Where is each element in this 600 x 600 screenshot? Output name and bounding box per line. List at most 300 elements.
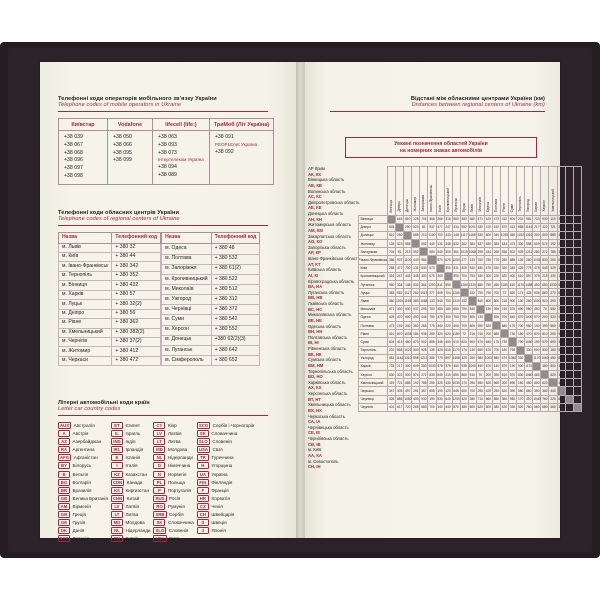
distance-cell: 1250 xyxy=(452,256,460,264)
distance-cell: 1211 xyxy=(525,248,533,256)
plate-region: Волинська область xyxy=(308,188,346,194)
distance-cell: 443 xyxy=(444,231,452,239)
regional-title-en: Telephone codes of regional centers of Ukraine xyxy=(58,216,180,222)
phone-code: + 380 37(2) xyxy=(112,337,161,346)
distance-cell: 960 xyxy=(452,215,460,223)
distance-cell xyxy=(404,231,412,239)
city-name: м. Черкаси xyxy=(59,356,112,365)
distance-cell: 645 xyxy=(388,223,396,231)
plates-legend-box xyxy=(345,137,537,158)
matrix-column-header: Чернігів xyxy=(573,167,581,216)
distance-cell: 984 xyxy=(428,248,436,256)
country-name: Нідерланди xyxy=(167,455,193,461)
car-code-column xyxy=(153,422,193,542)
distance-cell: 350 xyxy=(565,330,573,338)
distance-cell: 383 xyxy=(468,240,476,248)
table-row xyxy=(359,395,582,403)
distance-cell: 820 xyxy=(509,289,517,297)
car-code-row xyxy=(58,479,108,486)
distance-cell: 860 xyxy=(541,289,549,297)
distance-cell: 478 xyxy=(436,362,444,370)
matrix-column-header: Луцьк xyxy=(460,167,468,216)
distance-cell: 780 xyxy=(428,313,436,321)
distance-cell: 645 xyxy=(396,215,404,223)
country-name: Словаччина xyxy=(167,520,194,526)
matrix-row-header: Івано-Франківськ xyxy=(359,256,388,264)
city-name: м. Київ xyxy=(59,253,112,262)
country-code-badge: LT xyxy=(111,511,123,518)
distance-cell: 401 xyxy=(573,215,581,223)
table-row xyxy=(162,274,260,284)
cars-title-uk: Літерні автомобільні коди країн xyxy=(58,400,150,406)
distance-cell: 650 xyxy=(541,281,549,289)
distance-cell: 305 xyxy=(557,223,565,231)
distance-cell: 1200 xyxy=(565,281,573,289)
distance-cell: 170 xyxy=(517,395,525,403)
table-row xyxy=(359,256,582,264)
country-name: Норвегія xyxy=(167,471,187,477)
distance-cell: 345 xyxy=(436,338,444,346)
distance-cell: 1030 xyxy=(549,281,557,289)
distance-cell: 1068 xyxy=(468,248,476,256)
distance-cell: 300 xyxy=(533,231,541,239)
country-name: Японія xyxy=(211,528,226,534)
distance-cell: 322 xyxy=(396,371,404,379)
table-row xyxy=(359,223,582,231)
distance-cell: 775 xyxy=(436,354,444,362)
city-name: м. Суми xyxy=(162,315,211,325)
car-code-row xyxy=(153,446,193,453)
city-name: м. Вінниця xyxy=(59,281,112,290)
distance-cell: 119 xyxy=(388,379,396,387)
distance-cell: 190 xyxy=(557,264,565,272)
plate-code: СН, ІН xyxy=(308,464,321,470)
distance-cell: 250 xyxy=(404,223,412,231)
car-code-row xyxy=(111,446,151,453)
distance-cell: 690 xyxy=(476,346,484,354)
distance-cell: 617 xyxy=(396,403,404,411)
country-name: Португалія xyxy=(167,487,192,493)
car-code-row xyxy=(153,487,193,494)
distance-cell: 885 xyxy=(404,379,412,387)
matrix-row-header: Черкаси xyxy=(359,387,388,395)
car-code-row xyxy=(197,519,254,526)
distance-cell: 680 xyxy=(476,281,484,289)
car-code-column xyxy=(58,422,108,542)
table-row xyxy=(59,243,161,252)
distance-cell: 790 xyxy=(460,305,468,313)
distance-cell: 160 xyxy=(549,346,557,354)
distance-cell: 473 xyxy=(509,240,517,248)
distance-cell xyxy=(484,313,492,321)
matrix-column-header: Київ xyxy=(436,167,444,216)
plate-code: АА, КА xyxy=(308,452,322,458)
distance-cell: 885 xyxy=(428,338,436,346)
distance-cell: 930 xyxy=(420,395,428,403)
distance-cell xyxy=(428,256,436,264)
distance-cell: 870 xyxy=(452,403,460,411)
distance-cell: 390 xyxy=(557,338,565,346)
car-code-row xyxy=(58,535,108,542)
plate-code: АС, КС xyxy=(308,194,322,200)
distance-cell: 780 xyxy=(484,256,492,264)
distance-cell: 460 xyxy=(404,338,412,346)
distance-cell: 800 xyxy=(549,362,557,370)
distance-cell: 280 xyxy=(500,256,508,264)
table-row xyxy=(59,356,161,365)
distance-cell: 600 xyxy=(460,387,468,395)
table-row xyxy=(162,305,260,315)
distance-cell: 680 xyxy=(492,330,500,338)
plate-region: Вінницька область xyxy=(308,177,345,183)
country-code-badge: GE xyxy=(58,519,70,526)
distance-cell: 480 xyxy=(573,321,581,329)
car-code-row xyxy=(197,422,254,429)
car-code-row xyxy=(197,503,254,510)
matrix-row-header: Київ xyxy=(359,264,388,272)
distance-cell: 790 xyxy=(509,346,517,354)
distance-cell: 610 xyxy=(509,281,517,289)
plates-legend-line1: Умовні позначення областей України xyxy=(394,141,488,147)
distance-cell: 265 xyxy=(573,240,581,248)
distance-cell: 420 xyxy=(565,289,573,297)
distance-cell: 690 xyxy=(517,305,525,313)
open-book-spread xyxy=(40,62,580,542)
distance-cell: 733 xyxy=(533,215,541,223)
country-code-badge: H xyxy=(197,462,209,469)
matrix-column-header: Рівне xyxy=(500,167,508,216)
city-name: м. Полтава xyxy=(162,254,211,264)
distance-cell: 870 xyxy=(396,330,404,338)
operator-codes xyxy=(153,131,209,183)
distance-cell: 1050 xyxy=(565,231,573,239)
plate-region: Львівська область xyxy=(308,301,344,306)
distance-cell: 470 xyxy=(500,354,508,362)
distance-cell: 800 xyxy=(468,313,476,321)
operator-code: +38 094 xyxy=(158,164,177,171)
operator-code: +38 063 xyxy=(158,133,177,140)
distance-cell: 580 xyxy=(517,387,525,395)
distance-cell: 850 xyxy=(565,321,573,329)
distance-cell: 400 xyxy=(565,240,573,248)
country-name: Молдова xyxy=(125,520,145,526)
distance-cell: 140 xyxy=(533,321,541,329)
matrix-row-header: Львів xyxy=(359,297,388,305)
distance-cell: 131 xyxy=(436,240,444,248)
distance-cell: 473 xyxy=(388,321,396,329)
distance-cell: 1170 xyxy=(533,354,541,362)
country-code-badge: KZ xyxy=(111,471,123,478)
distance-cell: 135 xyxy=(517,256,525,264)
country-code-badge: IND xyxy=(111,438,123,445)
matrix-corner xyxy=(359,167,388,216)
distance-cell: 700 xyxy=(484,330,492,338)
matrix-row-header: Херсон xyxy=(359,371,388,379)
distance-cell: 300 xyxy=(484,272,492,280)
table-row xyxy=(162,345,260,355)
phone-code: + 380 352 xyxy=(112,271,161,280)
distance-cell: 1100 xyxy=(428,231,436,239)
distance-cell: 937 xyxy=(396,256,404,264)
matrix-row-header: Луганськ xyxy=(359,281,388,289)
distance-cell: 858 xyxy=(396,346,404,354)
matrix-column-header: Запоріжжя xyxy=(420,167,428,216)
distance-cell: 480 xyxy=(533,371,541,379)
distance-cell: 383 xyxy=(412,297,420,305)
distance-cell: 1200 xyxy=(452,395,460,403)
distance-cell: 260 xyxy=(525,297,533,305)
car-code-row xyxy=(111,495,151,502)
plate-code: ВХ, НХ xyxy=(308,407,322,413)
distance-cell: 775 xyxy=(492,256,500,264)
distance-cell: 265 xyxy=(420,321,428,329)
phone-code: + 380 56 xyxy=(112,309,161,318)
distance-cell: 409 xyxy=(460,264,468,272)
distance-cell: 897 xyxy=(525,272,533,280)
distance-cell: 574 xyxy=(541,240,549,248)
distance-cell: 885 xyxy=(565,223,573,231)
country-name: Росія xyxy=(169,495,181,501)
distance-cell: 366 xyxy=(428,215,436,223)
distance-cell: 560 xyxy=(573,362,581,370)
distance-cell: 400 xyxy=(509,272,517,280)
plate-region: Київська область xyxy=(308,267,342,273)
table-row xyxy=(59,290,161,299)
distance-cell: 305 xyxy=(396,387,404,395)
distance-cell: 900 xyxy=(468,338,476,346)
city-name: м. Тернопіль xyxy=(59,271,112,280)
distance-cell: 950 xyxy=(509,395,517,403)
distance-cell: 870 xyxy=(500,223,508,231)
distance-cell: 700 xyxy=(492,346,500,354)
distance-cell: 360 xyxy=(388,297,396,305)
country-code-badge: SK xyxy=(197,430,209,437)
distance-cell: 1040 xyxy=(533,395,541,403)
phone-code: + 380 312 xyxy=(211,295,260,305)
table-row xyxy=(162,325,260,335)
distance-cell: 790 xyxy=(484,289,492,297)
operator-code: +38 089 xyxy=(158,172,177,179)
distance-cell: 604 xyxy=(509,215,517,223)
distance-cell: 980 xyxy=(492,354,500,362)
book-gutter xyxy=(296,62,305,538)
distance-cell: 870 xyxy=(533,330,541,338)
city-name: м. Кропивницький xyxy=(162,274,211,284)
operator-code: +38 068 xyxy=(64,149,83,156)
operator-name: ТриМоб (Літ Україна) xyxy=(210,119,273,131)
country-code-badge: FIN xyxy=(197,479,209,486)
distance-cell: 300 xyxy=(412,346,420,354)
country-name: Іспанія xyxy=(125,455,141,461)
cars-section-title xyxy=(58,400,150,412)
distance-cell: 530 xyxy=(541,215,549,223)
matrix-column-header: Суми xyxy=(509,167,517,216)
distance-cell: 680 xyxy=(452,305,460,313)
plate-code: ВМ, НМ xyxy=(308,362,324,368)
country-code-badge: GR xyxy=(58,511,70,518)
distance-cell: 832 xyxy=(452,240,460,248)
country-code-badge: J xyxy=(197,527,209,534)
country-code-badge: BG xyxy=(58,479,70,486)
city-name: м. Ужгород xyxy=(162,295,211,305)
distance-cell: 277 xyxy=(460,256,468,264)
distance-cell: 750 xyxy=(452,313,460,321)
country-name: Сербія і Чорногорія xyxy=(212,423,255,428)
distance-cell: 980 xyxy=(525,305,533,313)
distance-cell: 340 xyxy=(436,321,444,329)
distance-cell: 811 xyxy=(452,264,460,272)
distance-cell: 131 xyxy=(412,264,420,272)
distance-cell: 530 xyxy=(436,395,444,403)
country-code-badge: AM xyxy=(58,503,70,510)
distance-cell: 650 xyxy=(452,371,460,379)
distance-cell: 530 xyxy=(388,371,396,379)
operator-code: +38 098 xyxy=(64,173,83,180)
distance-cell: 334 xyxy=(452,223,460,231)
distance-cell: 710 xyxy=(565,305,573,313)
distance-cell: 413 xyxy=(396,338,404,346)
operator-name: Київстар xyxy=(59,119,107,131)
distance-cell: 590 xyxy=(452,272,460,280)
matrix-column-header: Луганськ xyxy=(452,167,460,216)
city-name: м. Миколаїв xyxy=(162,285,211,295)
distance-cell: 810 xyxy=(541,330,549,338)
distance-cell xyxy=(517,346,525,354)
plate-region: АР Крим xyxy=(308,166,325,171)
phone-code: + 380 642 xyxy=(211,345,260,355)
divider xyxy=(58,111,268,112)
phone-code: + 380 522 xyxy=(211,274,260,284)
distance-cell: 216 xyxy=(468,330,476,338)
distance-cell: 935 xyxy=(533,289,541,297)
distance-cell: 925 xyxy=(420,346,428,354)
distance-cell: 277 xyxy=(428,289,436,297)
car-code-row xyxy=(153,503,193,510)
table-row xyxy=(359,371,582,379)
matrix-column-header: Житомир xyxy=(412,167,420,216)
phone-code: + 380 412 xyxy=(112,347,161,356)
distance-cell: 570 xyxy=(509,305,517,313)
distance-cell: 800 xyxy=(492,297,500,305)
distance-cell: 470 xyxy=(525,330,533,338)
distance-cell: 832 xyxy=(412,281,420,289)
distance-cell: 810 xyxy=(388,231,396,239)
country-code-badge: LV xyxy=(111,503,123,510)
distance-cell: 130 xyxy=(484,305,492,313)
distance-cell: 1035 xyxy=(404,330,412,338)
phone-code: + 380 57 xyxy=(112,290,161,299)
car-code-row xyxy=(197,527,254,534)
country-name: Казахстан xyxy=(125,471,147,477)
table-row xyxy=(162,295,260,305)
distance-cell: 617 xyxy=(573,223,581,231)
plate-code: АМ, КМ xyxy=(308,227,323,233)
country-code-badge: AFG xyxy=(60,455,70,461)
distance-cell: 330 xyxy=(573,338,581,346)
distance-cell: 570 xyxy=(509,371,517,379)
distance-cell: 800 xyxy=(484,297,492,305)
distance-cell: 128 xyxy=(412,215,420,223)
distance-cell: 360 xyxy=(557,371,565,379)
distance-cell: 316 xyxy=(388,272,396,280)
distance-title-en: Distances between regional centers of Ukraine (km) xyxy=(411,102,545,108)
table-row xyxy=(359,240,582,248)
matrix-column-header: Івано-Франківськ xyxy=(428,167,436,216)
distance-cell: 361 xyxy=(420,281,428,289)
car-code-row xyxy=(197,471,254,478)
car-code-row xyxy=(111,438,151,445)
matrix-column-header: Полтава xyxy=(492,167,500,216)
city-name: м. Запоріжжя xyxy=(162,264,211,274)
distance-cell: 700 xyxy=(557,297,565,305)
distance-matrix xyxy=(358,166,582,412)
distance-cell: 870 xyxy=(573,281,581,289)
distance-cell: 330 xyxy=(517,354,525,362)
distance-cell: 670 xyxy=(517,313,525,321)
distance-cell: 480 xyxy=(541,362,549,370)
distance-cell: 180 xyxy=(517,330,525,338)
car-code-column xyxy=(197,422,254,542)
distance-cell: 420 xyxy=(484,387,492,395)
table-row xyxy=(162,244,260,254)
distance-cell: 72 xyxy=(460,330,468,338)
phone-code: + 380 48 xyxy=(211,244,260,254)
distance-cell: 330 xyxy=(396,305,404,313)
distance-cell xyxy=(557,387,565,395)
distance-cell: 367 xyxy=(420,387,428,395)
distance-cell: 473 xyxy=(492,215,500,223)
matrix-column-header: Ужгород xyxy=(525,167,533,216)
distance-cell: 640 xyxy=(444,395,452,403)
distance-cell: 704 xyxy=(420,215,428,223)
distance-cell: 133 xyxy=(428,297,436,305)
divider xyxy=(330,111,545,112)
operator-code: +38 039 xyxy=(64,133,83,140)
distance-cell: 450 xyxy=(533,281,541,289)
distance-cell: 330 xyxy=(509,403,517,411)
plate-code: ВІ, НІ xyxy=(308,340,319,346)
car-code-row xyxy=(197,454,254,461)
distance-cell: 130 xyxy=(476,313,484,321)
distance-cell: 600 xyxy=(573,313,581,321)
distance-cell: 383 xyxy=(492,240,500,248)
country-name: Литва xyxy=(167,439,181,445)
distance-cell: 430 xyxy=(549,272,557,280)
phone-code: + 380 652 xyxy=(211,356,260,366)
operator-column xyxy=(209,118,274,185)
distance-cell xyxy=(436,264,444,272)
country-code-badge: MD xyxy=(153,446,165,453)
plate-region: Хмельницька область xyxy=(308,402,351,408)
distance-cell: 81 xyxy=(396,248,404,256)
distance-cell: 440 xyxy=(412,256,420,264)
plate-code: ВС, НС xyxy=(308,306,323,312)
country-name: Фінляндія xyxy=(211,479,233,485)
matrix-row-header: Полтава xyxy=(359,321,388,329)
distance-title-uk: Відстані між обласними центрами України (км) xyxy=(410,96,545,102)
distance-cell: 700 xyxy=(573,256,581,264)
distance-cell: 620 xyxy=(549,371,557,379)
distance-cell: 81 xyxy=(420,223,428,231)
distance-cell: 70 xyxy=(476,371,484,379)
city-name: м. Житомир xyxy=(59,347,112,356)
distance-cell: 280 xyxy=(428,354,436,362)
distance-cell: 360 xyxy=(541,387,549,395)
city-name: м. Луцьк xyxy=(59,300,112,309)
operator-name: Vodafone xyxy=(108,119,152,131)
matrix-row-header: Миколаїв xyxy=(359,305,388,313)
city-name: м. Сімферополь xyxy=(162,356,211,366)
